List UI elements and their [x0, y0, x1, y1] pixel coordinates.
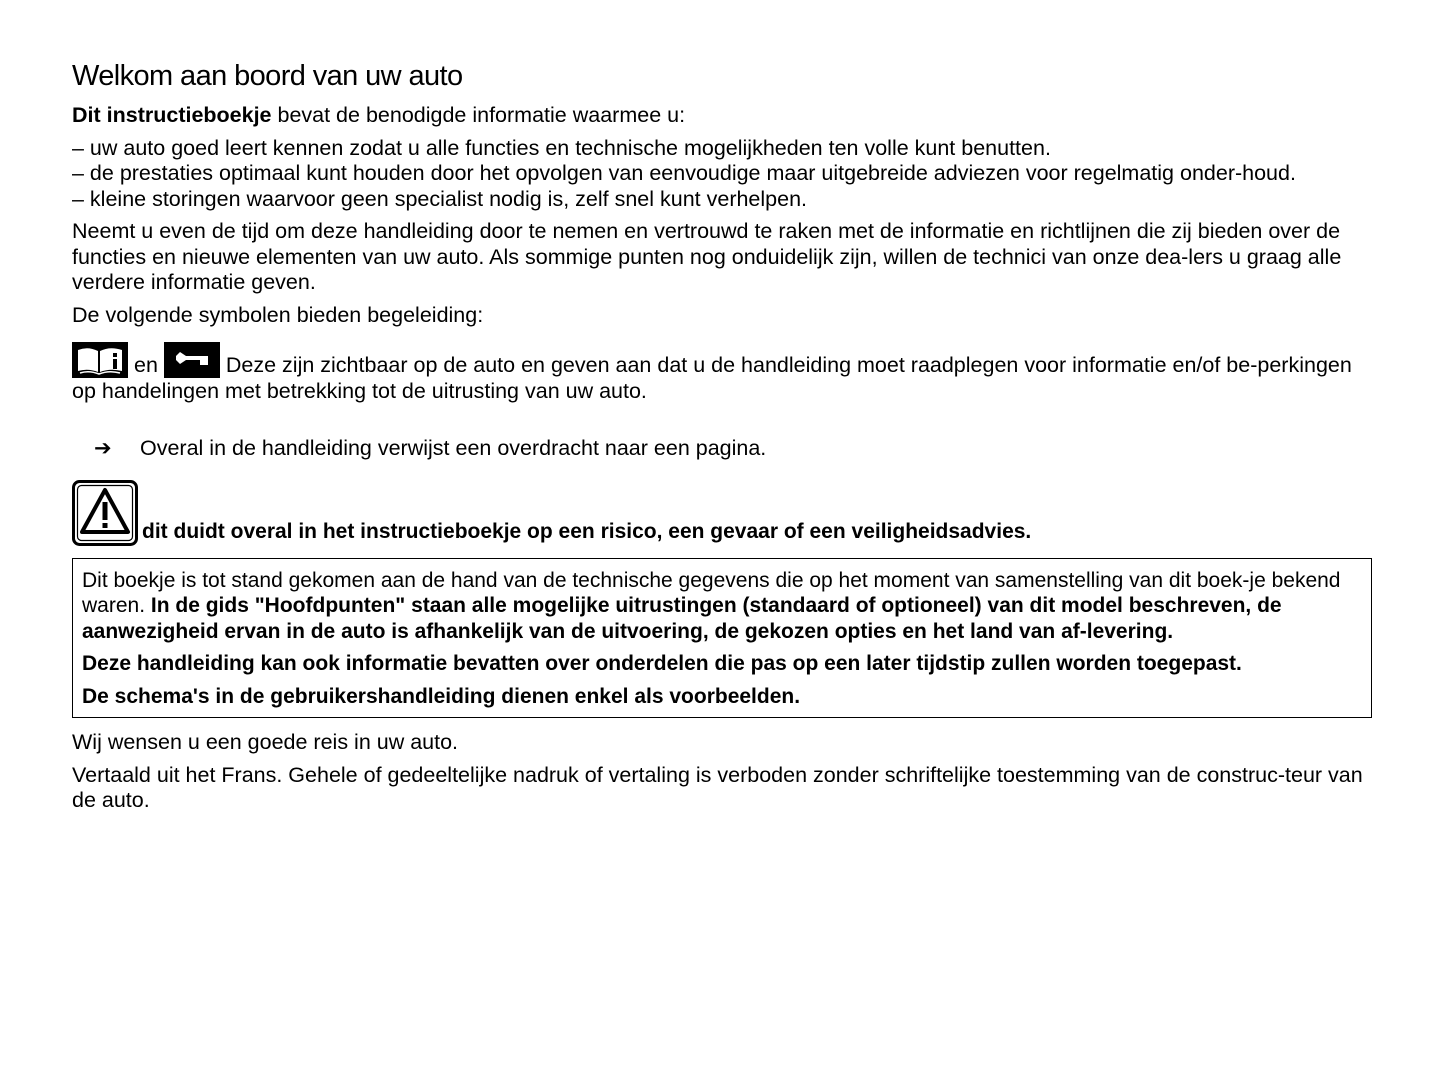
wrench-icon	[164, 342, 220, 378]
closing-wish: Wij wensen u een goede reis in uw auto.	[72, 730, 459, 754]
intro-rest: bevat de benodigde informatie waarmee u:	[271, 103, 686, 127]
symbols-paragraph	[72, 342, 1372, 404]
intro-bold: Dit instructieboekje	[72, 103, 272, 127]
warning-text: dit duidt overal in het instructieboekje op een risico, een gevaar of een veiligheidsadvies.	[142, 519, 1032, 543]
arrow-right-icon: ➔	[94, 437, 112, 460]
intro-paragraph	[72, 103, 1372, 129]
book-info-icon	[72, 342, 128, 378]
purpose-list	[72, 136, 1372, 213]
notice-bold: In de gids "Hoofdpunten" staan alle mogelijke uitrustingen (standaard of optioneel) van dit model beschreven, de aanwezigheid ervan in de auto is afhankelijk van de uitvoering, de gekozen opties en het land van af-levering.	[82, 594, 1282, 643]
page-reference-line	[72, 436, 1372, 462]
list-item: – de prestaties optimaal kunt houden door het opvolgen van eenvoudige maar uitgebreide adviezen voor regelmatig onder-houd.	[72, 161, 1296, 185]
list-item: – kleine storingen waarvoor geen specialist nodig is, zelf snel kunt verhelpen.	[72, 186, 808, 211]
warning-triangle-icon	[72, 480, 138, 546]
symbols-connector: en	[133, 353, 158, 377]
warning-line	[72, 480, 1372, 546]
body-paragraph: Neemt u even de tijd om deze handleiding door te nemen en vertrouwd te raken met de informatie en richtlijnen die zij bieden over de functies en nieuwe elementen van uw auto. Als sommige punten nog onduidelijk zijn, willen de technici van onze dea-lers u graag alle verdere informatie geven.	[72, 219, 1342, 294]
page-title: Welkom aan boord van uw auto	[72, 60, 463, 92]
translation-note: Vertaald uit het Frans. Gehele of gedeeltelijke nadruk of vertaling is verboden zonder schriftelijke toestemming van de construc-teur van de auto.	[72, 762, 1363, 812]
notice-paragraph-1	[82, 568, 1361, 645]
notice-normal: Dit boekje is tot stand gekomen aan de hand van de technische gegevens die op het moment van samenstelling van dit boek-je bekend waren.	[82, 568, 1341, 617]
page-reference-text: Overal in de handleiding verwijst een overdracht naar een pagina.	[140, 436, 767, 460]
document-page	[72, 58, 1372, 814]
symbols-text: Deze zijn zichtbaar op de auto en geven aan dat u de handleiding moet raadplegen voor informatie en/of be-perkingen op handelingen met betrekking tot de uitrusting van uw auto.	[72, 353, 1352, 403]
notice-box	[72, 558, 1372, 719]
notice-paragraph-2: Deze handleiding kan ook informatie bevatten over onderdelen die pas op een later tijdstip zullen worden toegepast.	[82, 652, 1242, 675]
notice-paragraph-3: De schema's in de gebruikershandleiding dienen enkel als voorbeelden.	[82, 684, 801, 708]
list-item: – uw auto goed leert kennen zodat u alle functies en technische mogelijkheden ten volle kunt benutten.	[72, 135, 1051, 160]
symbols-intro: De volgende symbolen bieden begeleiding:	[72, 302, 484, 327]
